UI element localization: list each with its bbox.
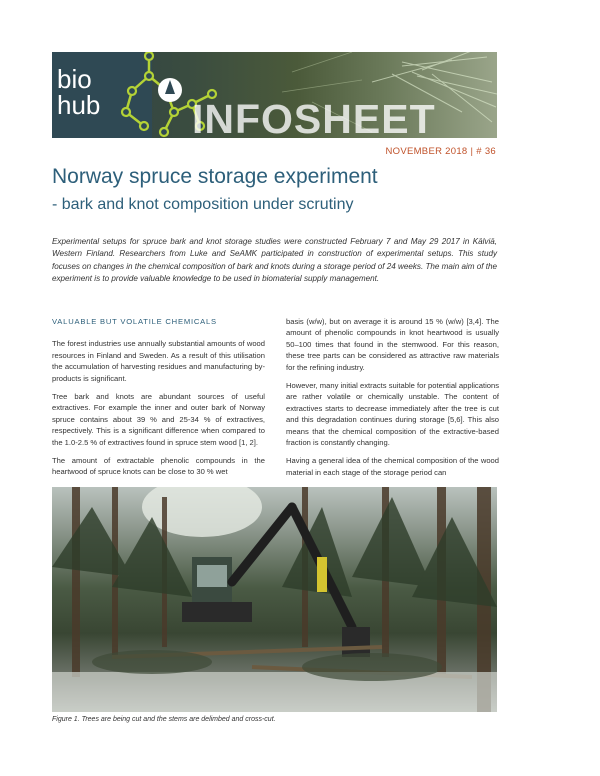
figure-caption: Figure 1. Trees are being cut and the stems are delimbed and cross-cut.: [52, 716, 276, 723]
paragraph: basis (w/w), but on average it is around 15 % (w/w) [3,4]. The amount of phenolic compounds in knot heartwood is usually 50–100 times that found in the stemwood. For this reason, these tree parts can be considered as attractive raw materials for the refining industry.: [286, 317, 499, 372]
paragraph: The forest industries use annually substantial amounts of wood resources in Finland and Sweden. As a result of this utilisation the accumulation of harvesting residues and manufacturing by-products is significant.: [52, 339, 265, 383]
logo-text-bio: bio: [57, 64, 92, 94]
paragraph: The amount of extractable phenolic compounds in the heartwood of spruce knots can be close to 30 % wet: [52, 456, 265, 477]
banner-word: INFOSHEET: [192, 96, 436, 138]
issue-line: [385, 146, 496, 157]
right-column: [286, 316, 499, 485]
logo-text-hub: hub: [57, 90, 101, 120]
paragraph: However, many initial extracts suitable for potential applications are rather volatile or chemically unstable. The content of extractives starts to decrease immediately after the tree is cut and this degradation continues during storage [5,6]. This also means that the chemical composition of the extractive-based fraction is constantly changing.: [286, 381, 499, 448]
forest-harvester-image: [52, 487, 497, 712]
figure-photo-harvester: [52, 487, 497, 712]
section-heading: VALUABLE BUT VOLATILE CHEMICALS: [52, 317, 217, 326]
page-title: Norway spruce storage experiment: [52, 165, 378, 188]
left-column: [52, 316, 265, 485]
issue-number: # 36: [476, 146, 496, 157]
issue-date: NOVEMBER 2018: [385, 146, 468, 157]
lead-paragraph: Experimental setups for spruce bark and knot storage studies were constructed February 7 and May 29 2017 in Kälviä, Western Finland. Researchers from Luke and SeAMK participated in construction of experimental setups. This study focuses on changes in the chemical composition of bark and knots during a storage period of 24 weeks. The main aim of the experiment is to provide valuable knowledge to be used in biomaterial supply management.: [52, 237, 497, 283]
issue-separator: |: [470, 146, 474, 157]
header-banner: [52, 52, 497, 138]
paragraph: Tree bark and knots are abundant sources of useful extractives. For example the inner and outer bark of Norway spruce contains about 39 % and 25-34 % of extractives, respectively. This is a significant difference when compared to the 1.0-2.5 % of extractives found in spruce stem wood [1, 2].: [52, 392, 265, 447]
page-subtitle: - bark and knot composition under scrutiny: [52, 196, 354, 213]
paragraph: Having a general idea of the chemical composition of the wood material in each stage of the storage period can: [286, 456, 499, 477]
